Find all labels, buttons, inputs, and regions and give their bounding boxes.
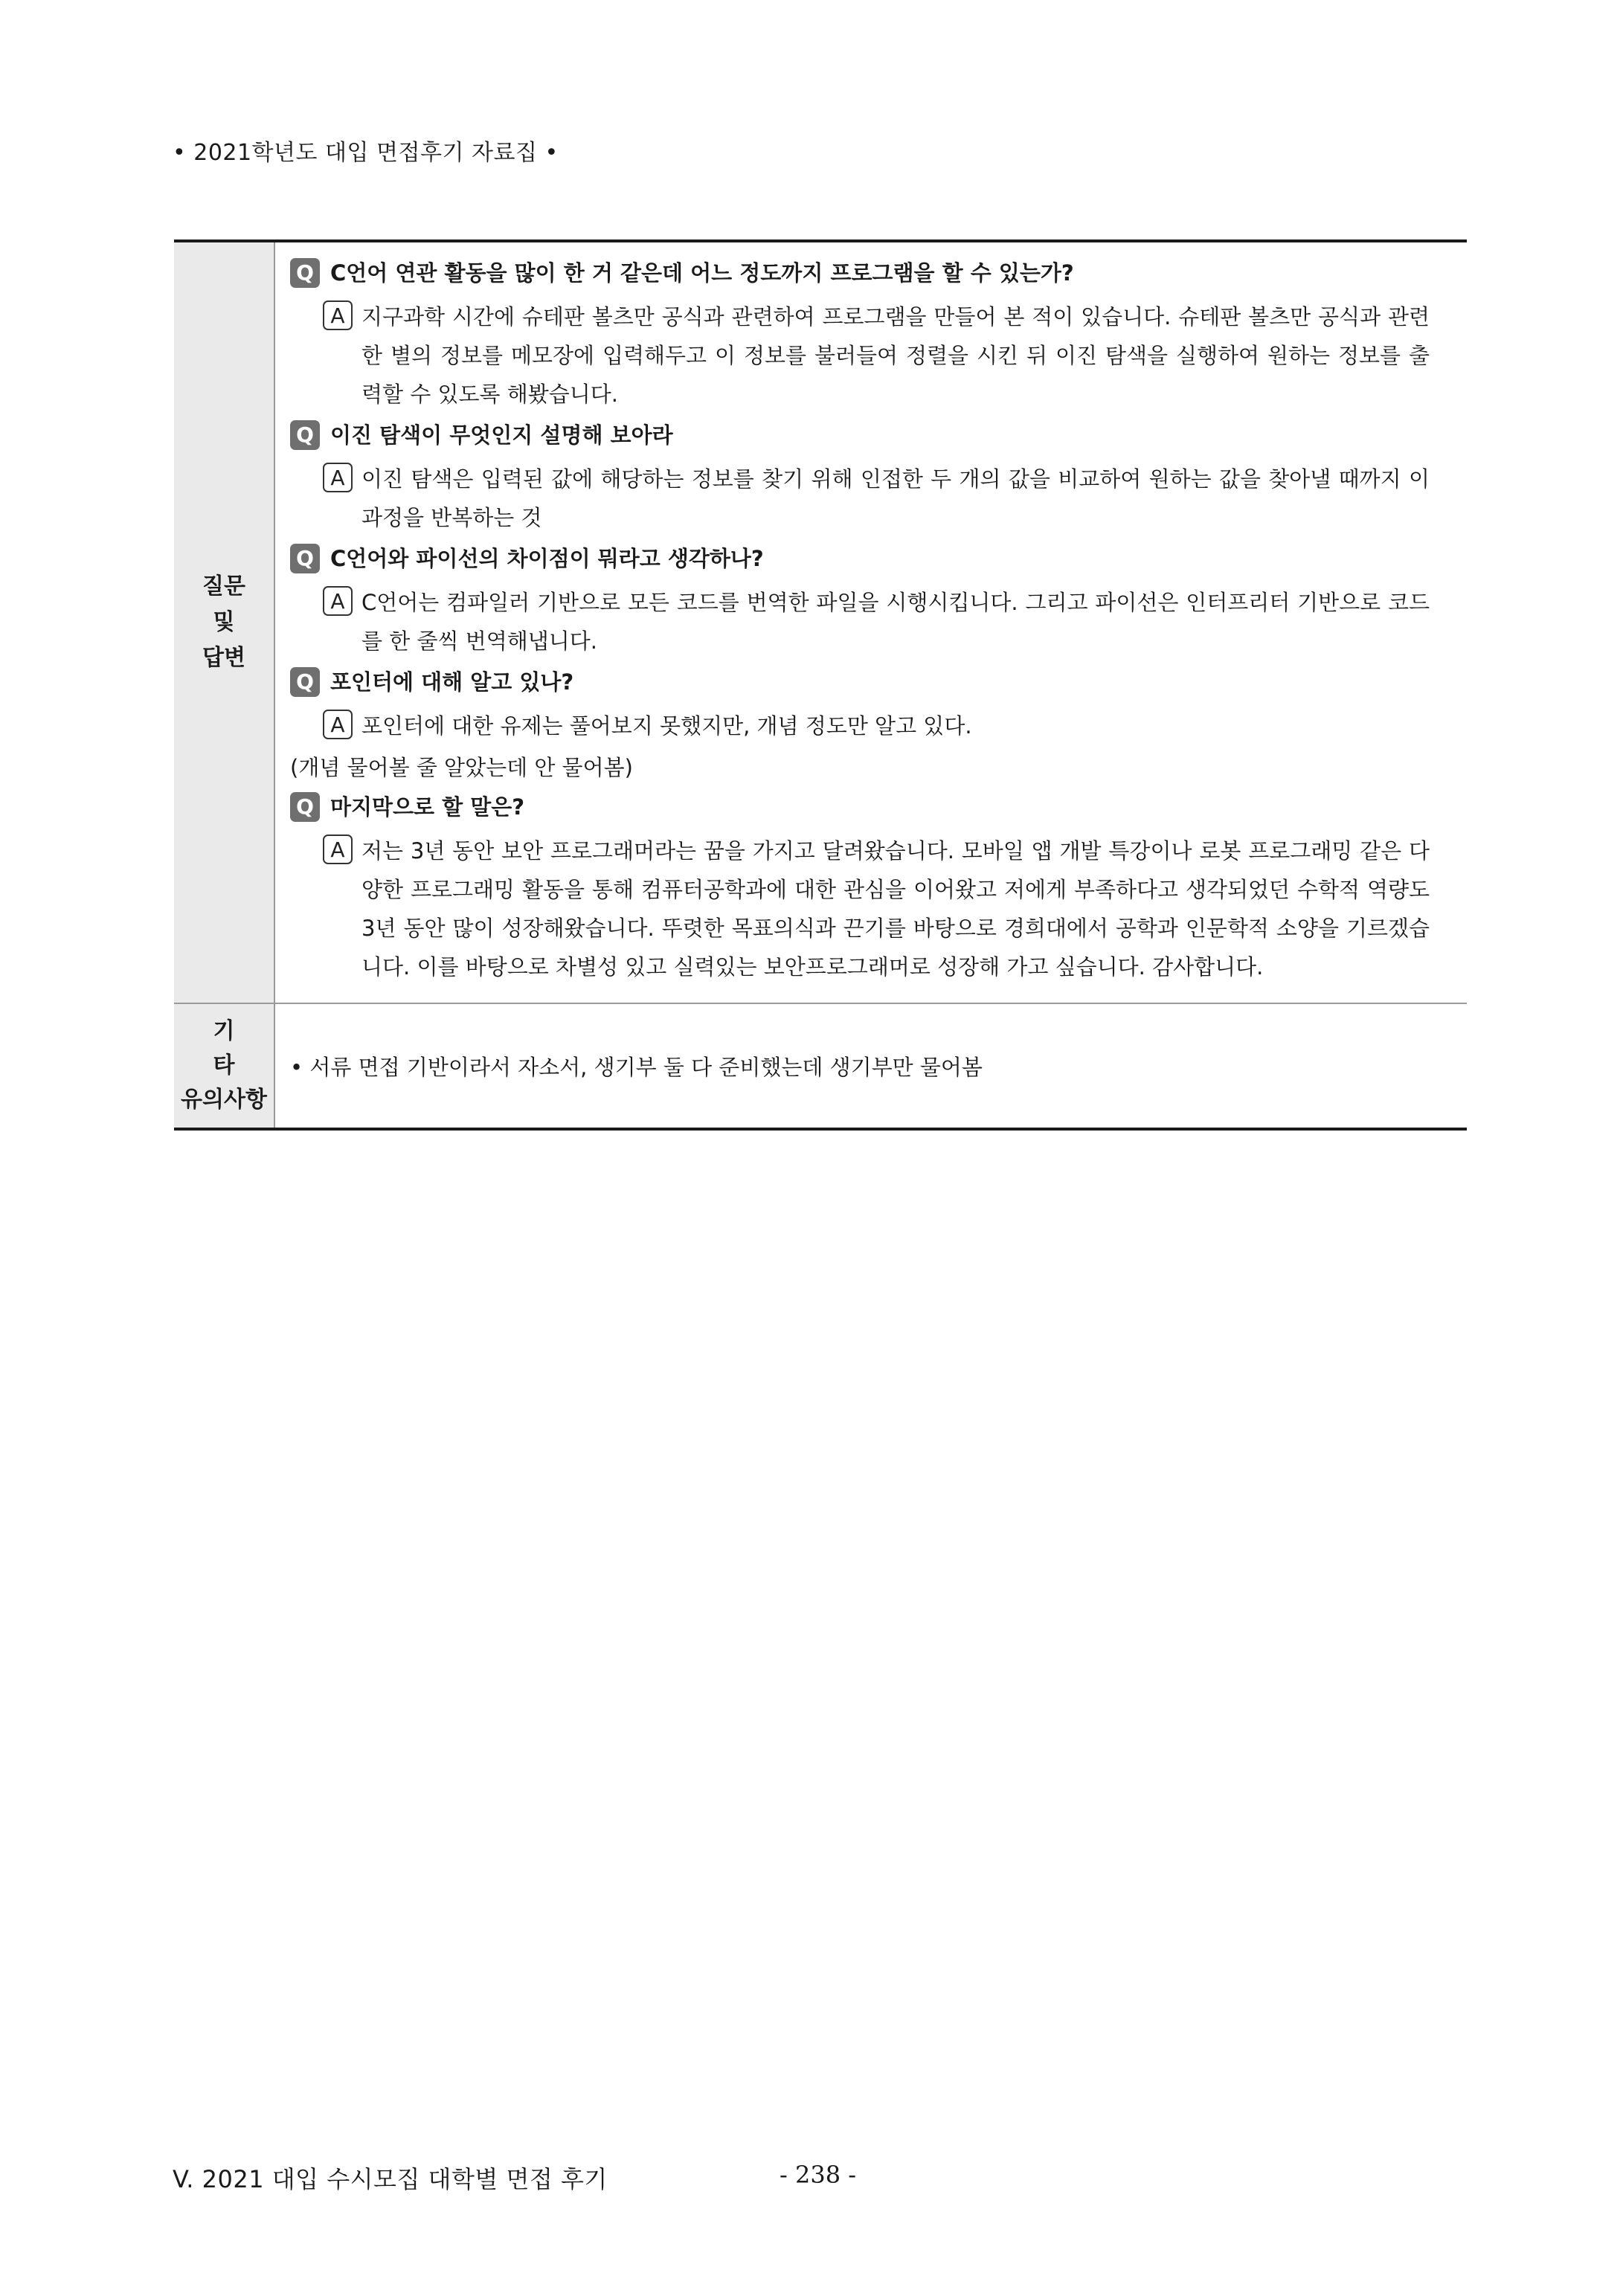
answer-badge-icon: A [323,300,353,330]
question-badge-icon: Q [290,544,320,573]
question-text: 포인터에 대해 알고 있나? [330,669,574,695]
question-line [290,256,1453,290]
answer-line [323,460,1453,537]
question-badge-icon: Q [290,792,320,822]
question-badge-icon: Q [290,420,320,450]
question-text: C언어 연관 활동을 많이 한 거 같은데 어느 정도까지 프로그램을 할 수 있는가? [330,260,1074,286]
footer-section-title: V. 2021 대입 수시모집 대학별 면접 후기 [173,2165,608,2193]
answer-text: 이진 탐색은 입력된 값에 해당하는 정보를 찾기 위해 인접한 두 개의 값을 비교하여 원하는 값을 찾아낼 때까지 이 과정을 반복하는 것 [361,466,1430,530]
etc-label-cell [174,1003,274,1129]
qa-label-cell [174,241,274,1003]
qa-content-cell [274,241,1467,1003]
etc-label-line: 유의사항 [181,1087,267,1113]
interviewer-note: (개념 물어볼 줄 알았는데 안 물어봄) [290,755,633,780]
qa-label-line: 및 [213,609,235,635]
question-badge-icon: Q [290,258,320,288]
answer-badge-icon: A [323,835,353,864]
etc-content: • 서류 면접 기반이라서 자소서, 생기부 둘 다 준비했는데 생기부만 물어봄 [290,1054,983,1080]
qa-label-line: 답변 [202,645,245,671]
qa-item [290,541,1453,660]
document-header: • 2021학년도 대입 면접후기 자료집 • [173,140,559,166]
answer-text: 포인터에 대한 유제는 풀어보지 못했지만, 개념 정도만 알고 있다. [361,713,972,739]
answer-text: 저는 3년 동안 보안 프로그래머라는 꿈을 가지고 달려왔습니다. 모바일 앱 개발 특강이나 로봇 프로그래밍 같은 다양한 프로그래밍 활동을 통해 컴퓨터공학과에 대한 관심을 이어왔고 저에게 부족하다고 생각되었던 수학적 역량도 3년 동안 많이 성장해왔습니다. 뚜렷한 목표의식과 끈기를 바탕으로 경희대에서 공학과 인문학적 소양을 기르겠습니다. 이를 바탕으로 차별성 있고 실력있는 보안프로그래머로 성장해 가고 싶습니다. 감사합니다. [361,838,1430,980]
question-badge-icon: Q [290,667,320,697]
answer-text: 지구과학 시간에 슈테판 볼츠만 공식과 관련하여 프로그램을 만들어 본 적이 있습니다. 슈테판 볼츠만 공식과 관련한 별의 정보를 메모장에 입력해두고 이 정보를 불러들여 정렬을 시킨 뒤 이진 탐색을 실행하여 원하는 정보를 출력할 수 있도록 해봤습니다. [361,304,1430,407]
qa-item [290,665,1453,785]
answer-badge-icon: A [323,463,353,492]
answer-badge-icon: A [323,710,353,739]
answer-line [323,298,1453,414]
question-line [290,665,1453,699]
qa-label-line: 질문 [202,573,245,599]
answer-line [323,832,1453,986]
question-line [290,541,1453,576]
answer-badge-icon: A [323,586,353,616]
answer-line [323,583,1453,660]
qa-row [174,241,1467,1003]
etc-row [174,1003,1467,1129]
question-text: 이진 탐색이 무엇인지 설명해 보아라 [330,422,673,448]
qa-item [290,256,1453,414]
page-number: - 238 - [780,2161,857,2189]
etc-label-line: 기타 [213,1018,263,1078]
qa-item [290,418,1453,537]
qa-item [290,790,1453,986]
answer-line [323,707,1453,745]
question-line [290,418,1453,452]
question-text: 마지막으로 할 말은? [330,794,525,820]
interview-table [174,239,1467,1131]
answer-text: C언어는 컴파일러 기반으로 모든 코드를 번역한 파일을 시행시킵니다. 그리고 파이선은 인터프리터 기반으로 코드를 한 줄씩 번역해냅니다. [361,590,1430,654]
question-text: C언어와 파이선의 차이점이 뭐라고 생각하나? [330,546,764,571]
question-line [290,790,1453,824]
